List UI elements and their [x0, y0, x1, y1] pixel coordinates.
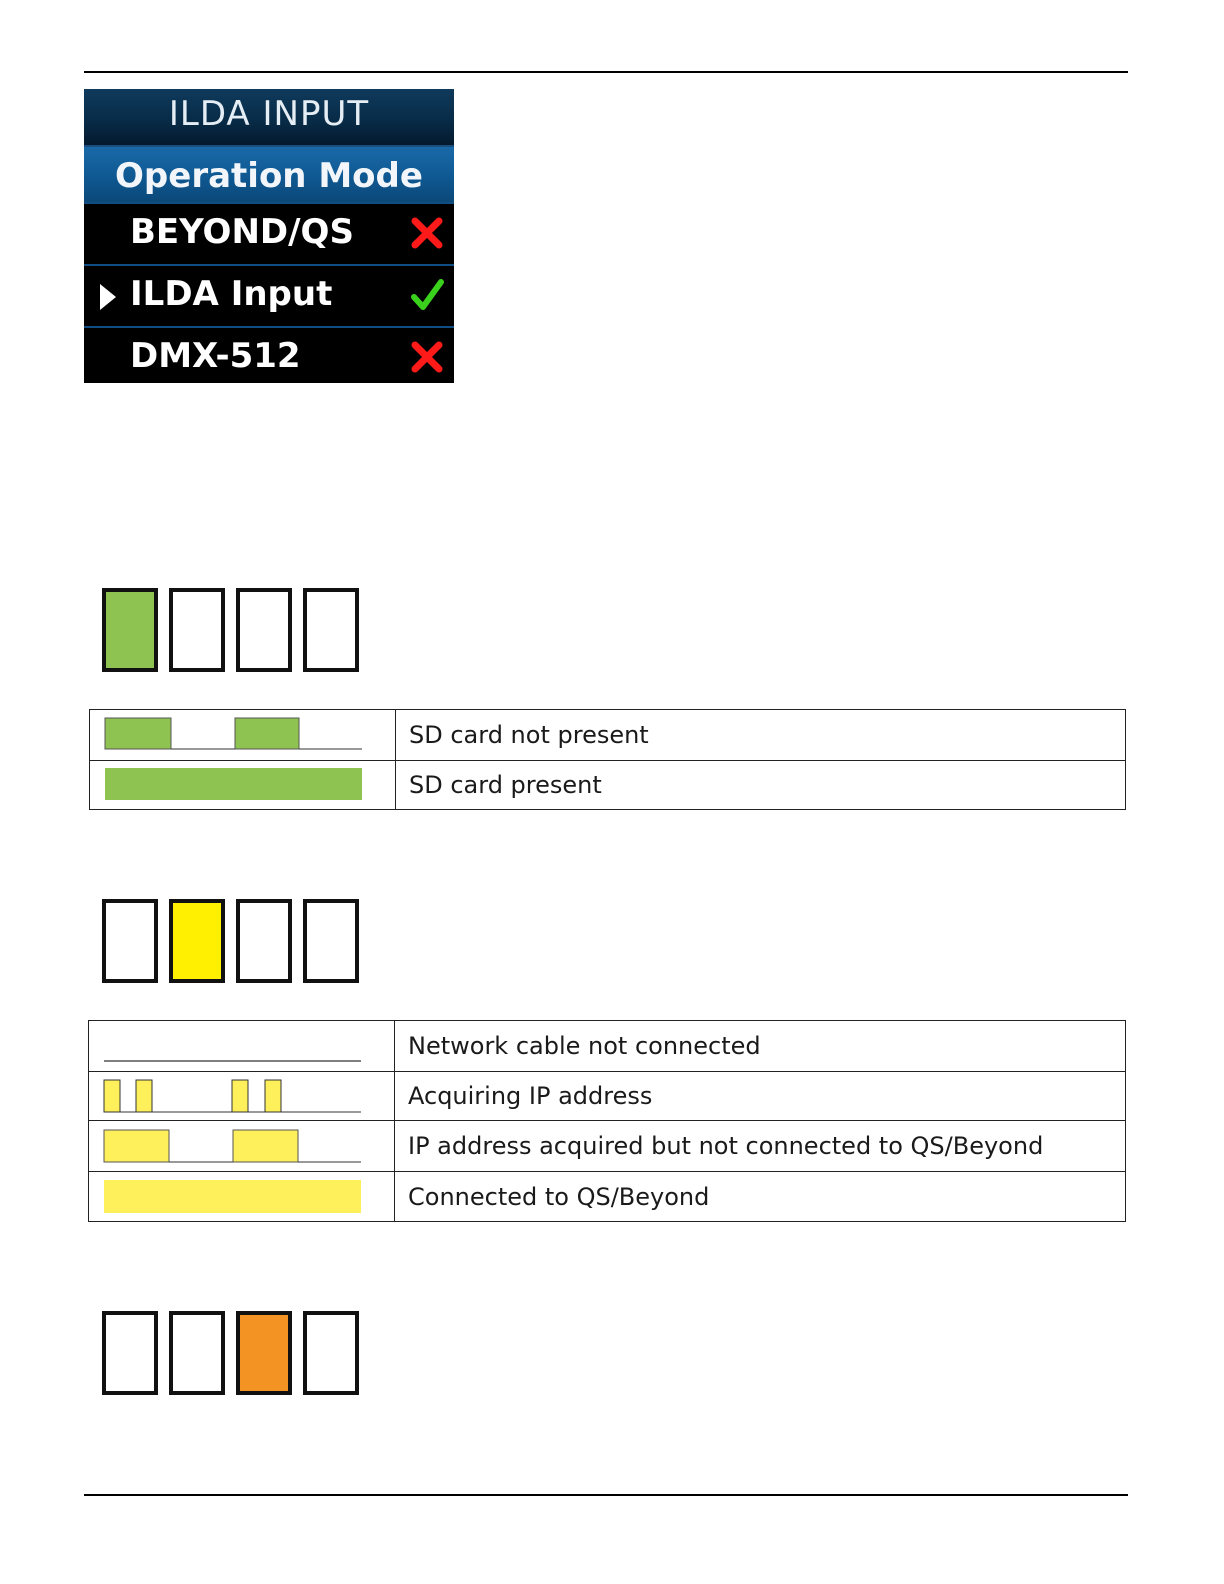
menu-subtitle: Operation Mode [84, 147, 454, 202]
menu-title: ILDA INPUT [84, 89, 454, 147]
status-description: Connected to QS/Beyond [395, 1172, 1126, 1222]
menu-item-label: BEYOND/QS [130, 212, 354, 252]
ilda-menu-screen [84, 89, 454, 383]
waveform-cell [89, 1121, 395, 1172]
led-2 [169, 588, 225, 672]
led-2 [169, 1311, 225, 1395]
table-row [90, 761, 1126, 810]
slow-blink-waveform [89, 1121, 394, 1171]
waveform-cell [89, 1172, 395, 1222]
status-description: IP address acquired but not connected to QS/Beyond [395, 1121, 1126, 1172]
waveform-cell [90, 710, 396, 761]
menu-item-label: ILDA Input [130, 274, 333, 314]
led-1 [102, 1311, 158, 1395]
menu-item-dmx-512[interactable] [84, 326, 454, 383]
table-row [89, 1072, 1126, 1121]
status-description: SD card not present [396, 710, 1126, 761]
menu-item-label: DMX-512 [130, 336, 301, 376]
led-4 [303, 1311, 359, 1395]
waveform-cell [89, 1072, 395, 1121]
solid-waveform [89, 1172, 394, 1221]
led-3 [236, 899, 292, 983]
waveform-cell [90, 761, 396, 810]
checkmark-icon [410, 278, 444, 312]
network-status-table [88, 1020, 1126, 1222]
table-row [89, 1172, 1126, 1222]
solid-waveform [90, 761, 395, 809]
selection-pointer-icon [100, 284, 116, 310]
slow-blink-waveform [90, 710, 395, 760]
led-1 [102, 899, 158, 983]
status-description: Network cable not connected [395, 1021, 1126, 1072]
table-row [89, 1021, 1126, 1072]
menu-item-ilda-input[interactable] [84, 264, 454, 326]
cross-icon [410, 340, 444, 374]
cross-icon [410, 216, 444, 250]
sd-status-table [89, 709, 1126, 810]
double-blink-waveform [89, 1072, 394, 1120]
bottom-rule [84, 1494, 1128, 1496]
table-row [89, 1121, 1126, 1172]
top-rule [84, 71, 1128, 73]
led-1 [102, 588, 158, 672]
status-description: Acquiring IP address [395, 1072, 1126, 1121]
led-3 [236, 588, 292, 672]
table-row [90, 710, 1126, 761]
led-3 [236, 1311, 292, 1395]
waveform-cell [89, 1021, 395, 1072]
led-2 [169, 899, 225, 983]
status-description: SD card present [396, 761, 1126, 810]
led-4 [303, 588, 359, 672]
led-4 [303, 899, 359, 983]
off-waveform [89, 1021, 394, 1071]
menu-item-beyond-qs[interactable] [84, 202, 454, 264]
